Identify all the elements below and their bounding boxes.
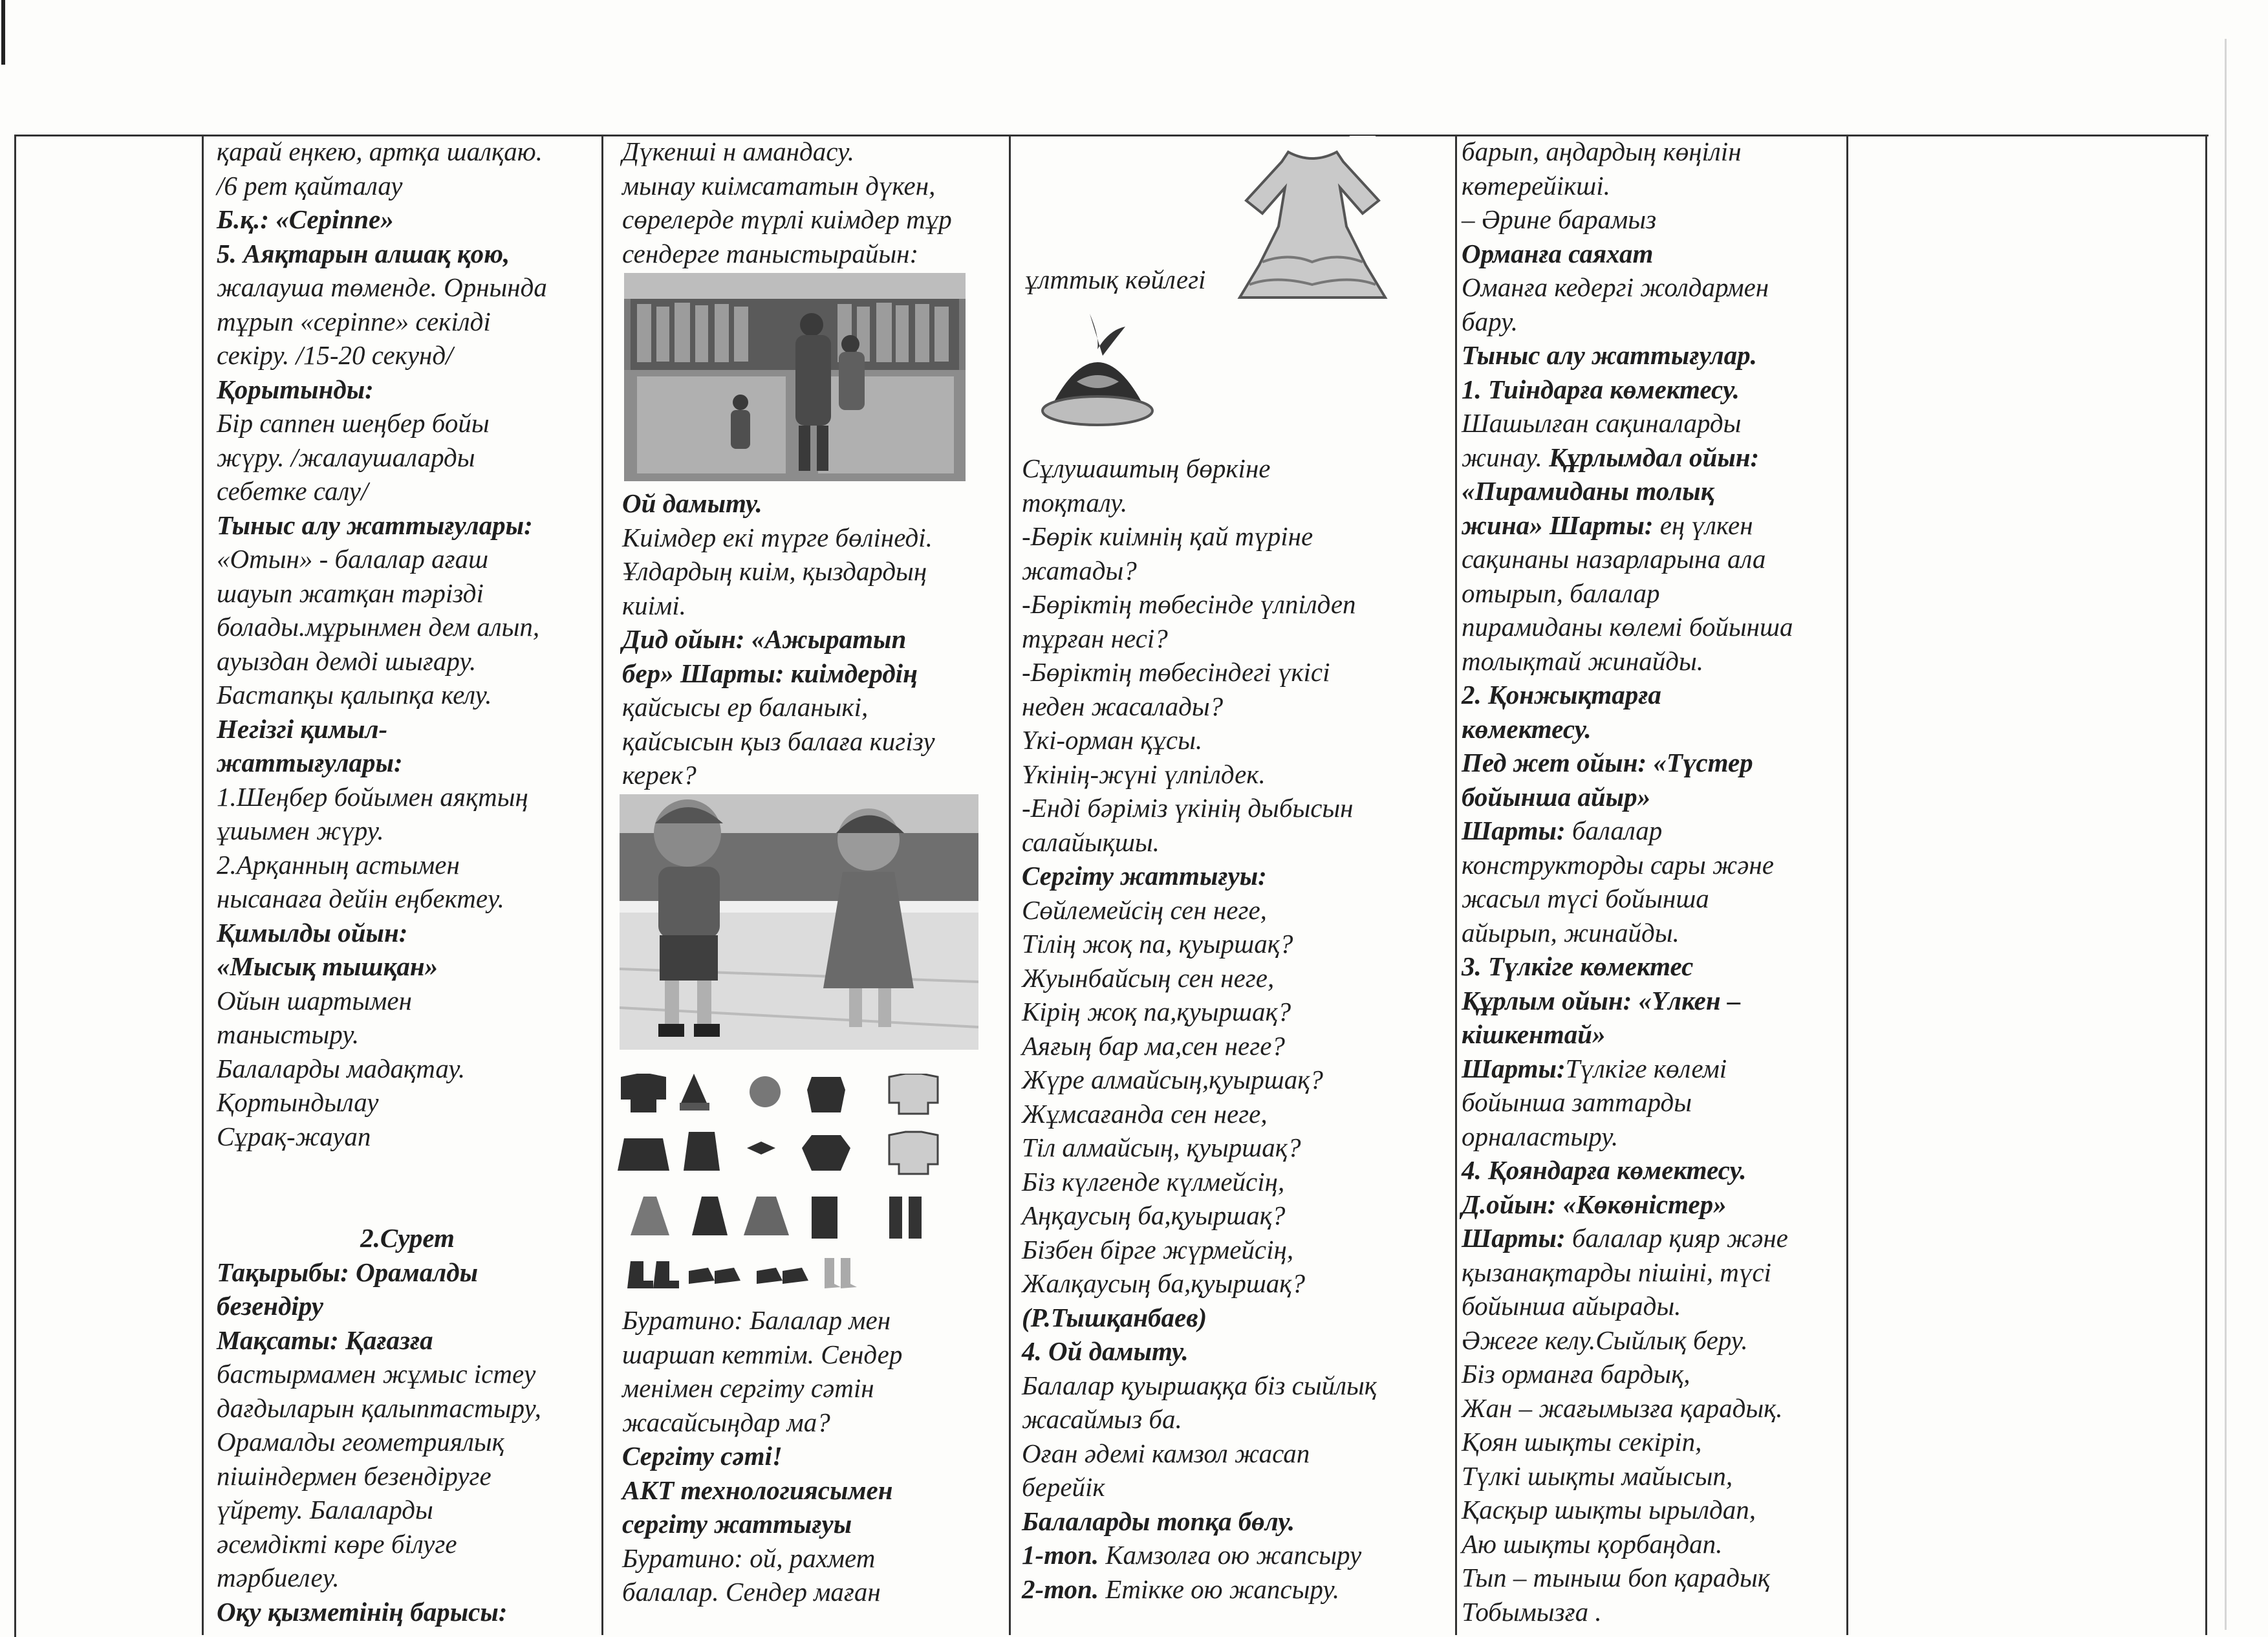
- text-line: Сұрақ-жауап: [217, 1121, 371, 1151]
- text-line: Аю шықты қорбаңдап.: [1462, 1528, 1723, 1559]
- text-line: Ұлдардың киім, қыздардың: [622, 556, 927, 586]
- text-line: Оған әдемі камзол жасап: [1022, 1438, 1310, 1468]
- text-line: Шарты: балалар қияр және: [1462, 1223, 1788, 1253]
- column-divider-1: [202, 135, 204, 1635]
- national-dress-caption: ұлттық көйлегі: [1025, 265, 1206, 294]
- column-thinking-game: [622, 486, 1004, 792]
- text-line: әсемдікті көре білуге: [217, 1528, 457, 1559]
- text-line: қайсысы ер баланыкі,: [622, 692, 869, 722]
- text-line: Тіл алмайсың, қуыршақ?: [1022, 1133, 1301, 1162]
- scan-edge: [2225, 39, 2227, 1630]
- text-line: ауыздан демді шығару.: [217, 645, 477, 676]
- text-line: -Бөрік киімнің қай түріне: [1022, 521, 1313, 551]
- text-line: көтерейікші.: [1462, 170, 1610, 201]
- text-line: Тып – тыныш боп қарадық: [1462, 1563, 1770, 1592]
- text-line: Шарты:Түлкіге көлемі: [1462, 1053, 1727, 1083]
- text-line: Аяғың бар ма,сен неге?: [1022, 1030, 1285, 1061]
- text-line: /6 рет қайталау: [217, 170, 403, 201]
- text-line: бойынша айырады.: [1462, 1291, 1681, 1321]
- text-line: Аңқаусың ба,қуыршақ?: [1022, 1200, 1286, 1230]
- text-line: Д.ойын: «Көкөністер»: [1462, 1189, 1727, 1219]
- text-line: «Мысық тышқан»: [217, 951, 438, 981]
- text-line: Жалқаусың ба,қуыршақ?: [1022, 1268, 1305, 1298]
- text-line: кішкентай»: [1462, 1019, 1606, 1049]
- text-line: нысанаға дейін еңбектеу.: [217, 884, 504, 913]
- text-line: киімі.: [622, 590, 686, 620]
- text-line: толықтай жинайды.: [1462, 645, 1704, 676]
- text-line: -Енді бәріміз үкінің дыбысын: [1022, 793, 1354, 823]
- text-line: Балалар қуыршаққа біз сыйлық: [1022, 1370, 1377, 1400]
- text-line: Сергіту жаттығуы:: [1022, 861, 1267, 891]
- text-line: Дид ойын: «Ажыратып: [622, 624, 907, 654]
- text-line: қайсысын қыз балаға кигізу: [622, 726, 935, 756]
- text-line: жасаймыз ба.: [1022, 1404, 1182, 1434]
- text-line: 2-топ. Етікке ою жапсыру.: [1022, 1574, 1340, 1604]
- text-line: тұрған несі?: [1022, 623, 1168, 653]
- text-line: Үкінің-жүні үлпілдек.: [1022, 759, 1266, 789]
- text-line: Тыныс алу жаттығулар.: [1462, 340, 1757, 370]
- text-line: тәрбиелеу.: [217, 1563, 340, 1592]
- text-line: Құрлым ойын: «Үлкен –: [1462, 985, 1741, 1015]
- text-line: Қорытынды:: [217, 374, 374, 404]
- text-line: 3. Түлкіге көмектес: [1462, 951, 1694, 981]
- text-line: Қимылды ойын:: [217, 917, 408, 948]
- text-line: бойынша заттарды: [1462, 1087, 1692, 1117]
- text-line: жинау. Құрлымдал ойын:: [1462, 442, 1760, 472]
- text-line: жина» Шарты: ең үлкен: [1462, 510, 1753, 540]
- text-line: бойынша айыр»: [1462, 781, 1651, 812]
- text-line: болады.мұрынмен дем алып,: [217, 612, 540, 642]
- text-line: таныстыру.: [217, 1019, 360, 1049]
- column-buratino-break: [622, 1303, 1004, 1609]
- text-line: Бастапқы қалыпқа келу.: [217, 680, 492, 710]
- text-line: Біз күлгенде күлмейсің,: [1022, 1166, 1285, 1197]
- text-line: [217, 1187, 598, 1222]
- text-line: Ой дамыту.: [622, 488, 762, 518]
- text-line: Тілің жоқ па, қуыршақ?: [1022, 929, 1293, 959]
- text-line: Орманға саяхат: [1462, 238, 1654, 268]
- text-line: 5. Аяқтарын алшақ қою,: [217, 238, 510, 268]
- text-line: Жүре алмайсың,қуыршақ?: [1022, 1065, 1323, 1094]
- text-line: сендерге таныстырайын:: [622, 238, 919, 268]
- text-line: АКТ технологиясымен: [622, 1475, 893, 1505]
- text-line: секіру. /15-20 секунд/: [217, 340, 453, 370]
- text-line: Тақырыбы: Орамалды: [217, 1257, 479, 1287]
- text-line: безендіру: [217, 1291, 323, 1321]
- column-borik-and-exercise: [1022, 451, 1452, 1606]
- text-line: неден жасалады?: [1022, 691, 1224, 721]
- text-line: Сергіту сәті!: [622, 1441, 783, 1471]
- text-line: Қортындылау: [217, 1087, 379, 1117]
- text-line: Түлкі шықты майысып,: [1462, 1460, 1733, 1491]
- text-line: шауып жатқан тәрізді: [217, 578, 484, 608]
- text-line: 1. Тиіндарға көмектесу.: [1462, 374, 1740, 404]
- text-line: тоқталу.: [1022, 487, 1128, 517]
- text-line: Б.қ.: «Серіппе»: [217, 204, 394, 234]
- text-line: Киімдер екі түрге бөлінеді.: [622, 522, 933, 552]
- text-line: Мақсаты: Қағазға: [217, 1325, 433, 1355]
- text-line: бару.: [1462, 306, 1518, 336]
- text-line: Әжеге келу.Сыйлық беру.: [1462, 1325, 1748, 1355]
- text-line: қарай еңкею, артқа шалқаю.: [217, 136, 543, 166]
- national-dress-picture: [1237, 136, 1388, 301]
- text-line: Буратино: Балалар мен: [622, 1305, 891, 1335]
- text-line: «Пирамиданы толық: [1462, 476, 1714, 506]
- text-line: Тыныс алу жаттығулары:: [217, 510, 533, 540]
- text-line: менімен сергіту сәтін: [622, 1373, 874, 1403]
- text-line: жасыл түсі бойынша: [1462, 884, 1709, 913]
- text-line: (Р.Тышқанбаев): [1022, 1302, 1207, 1332]
- text-line: 4. Қояндарға көмектесу.: [1462, 1155, 1747, 1185]
- text-line: 1.Шеңбер бойымен аяқтың: [217, 781, 528, 812]
- boy-and-girl-picture: [620, 794, 978, 1050]
- text-line: орналастыру.: [1462, 1121, 1619, 1151]
- text-line: отырып, балалар: [1462, 578, 1660, 608]
- text-line: 2.Сурет: [360, 1223, 455, 1253]
- text-line: [217, 1153, 598, 1187]
- text-line: сергіту жаттығуы: [622, 1509, 852, 1539]
- text-line: балалар. Сендер маған: [622, 1577, 881, 1607]
- text-line: Біз орманға бардық,: [1462, 1359, 1690, 1389]
- text-line: Сұлушаштың бөркіне: [1022, 453, 1271, 483]
- text-line: қызанақтарды пішіні, түсі: [1462, 1257, 1771, 1287]
- text-line: ұшымен жүру.: [217, 816, 384, 845]
- text-line: Оқу қызметінің барысы:: [217, 1596, 508, 1627]
- text-line: жасайсыңдар ма?: [622, 1407, 830, 1437]
- text-line: жалауша төменде. Орнында: [217, 272, 547, 302]
- text-line: мынау киімсататын дүкен,: [622, 170, 936, 201]
- text-line: Қоян шықты секіріп,: [1462, 1427, 1702, 1457]
- text-line: Бізбен бірге жүрмейсің,: [1022, 1234, 1294, 1264]
- text-line: тұрып «серіппе» секілді: [217, 306, 491, 336]
- text-line: Ойын шартымен: [217, 985, 412, 1015]
- text-line: Негізгі қимыл-: [217, 713, 388, 744]
- text-line: Буратино: ой, рахмет: [622, 1543, 876, 1573]
- text-line: Үкі-орман құсы.: [1022, 725, 1203, 755]
- text-line: берейік: [1022, 1472, 1105, 1502]
- text-line: жүру. /жалаушаларды: [217, 442, 475, 472]
- text-line: дағдыларын қалыптастыру,: [217, 1393, 541, 1423]
- text-line: пішіндермен безендіруге: [217, 1460, 491, 1491]
- text-line: пирамиданы көлемі бойынша: [1462, 612, 1793, 642]
- clothing-shop-photo: [624, 273, 966, 481]
- text-line: 2. Қонжықтарға: [1462, 680, 1661, 710]
- text-line: – Әрине барамыз: [1462, 204, 1657, 234]
- text-line: конструкторды сары және: [1462, 849, 1774, 880]
- text-line: Тобымызға .: [1462, 1596, 1602, 1627]
- text-line: Шашылған сақиналарды: [1462, 408, 1742, 438]
- text-line: Пед жет ойын: «Түстер: [1462, 748, 1753, 777]
- text-line: Дүкенші н амандасу.: [622, 136, 854, 166]
- text-line: Шарты: балалар: [1462, 816, 1663, 845]
- text-line: себетке салу/: [217, 476, 369, 506]
- text-line: 1-топ. Камзолға ою жапсыру: [1022, 1540, 1362, 1570]
- text-line: Қасқыр шықты ырылдап,: [1462, 1495, 1756, 1524]
- text-line: сөрелерде түрлі киімдер тұр: [622, 204, 952, 234]
- text-line: Жуынбайсың сен неге,: [1022, 962, 1275, 993]
- text-line: айырып, жинайды.: [1462, 917, 1679, 948]
- column-divider-3: [1009, 135, 1011, 1635]
- text-line: Балаларды топқа бөлу.: [1022, 1506, 1295, 1536]
- text-line: Жұмсағанда сен неге,: [1022, 1098, 1268, 1129]
- column-physical-and-drawing: [217, 135, 598, 1629]
- text-line: Кірің жоқ па,қуыршақ?: [1022, 997, 1291, 1026]
- text-line: жаттығулары:: [217, 748, 403, 777]
- text-line: керек?: [622, 760, 697, 790]
- text-line: бастырмамен жұмыс істеу: [217, 1359, 536, 1389]
- text-line: Жан – жағымызға қарадық.: [1462, 1393, 1783, 1423]
- text-line: бер» Шарты: киімдердің: [622, 658, 918, 688]
- clothing-icons-grid: [618, 1074, 964, 1290]
- text-line: Балаларды мадақтау.: [217, 1053, 466, 1083]
- column-divider-6: [2205, 135, 2207, 1635]
- borik-hat-picture: [1038, 310, 1158, 427]
- text-line: көмектесу.: [1462, 713, 1592, 744]
- column-forest-trip: [1462, 135, 1843, 1629]
- text-line: -Бөріктің төбесіндегі үкісі: [1022, 657, 1330, 687]
- column-divider-4: [1455, 135, 1457, 1635]
- text-line: барып, аңдардың көңілін: [1462, 136, 1742, 166]
- scan-mark: [1, 0, 5, 65]
- text-line: -Бөріктің төбесінде үлпілдеп: [1022, 589, 1356, 619]
- text-line: Оманға кедергі жолдармен: [1462, 272, 1769, 302]
- column-divider-5: [1846, 135, 1848, 1635]
- text-line: Бір саппен шеңбер бойы: [217, 408, 490, 438]
- text-line: 4. Ой дамыту.: [1022, 1336, 1189, 1366]
- column-divider-2: [601, 135, 603, 1635]
- text-line: 2.Арқанның астымен: [217, 849, 460, 880]
- text-line: үйрету. Балаларды: [217, 1495, 433, 1524]
- text-line: жатады?: [1022, 555, 1137, 585]
- text-line: Орамалды геометриялық: [217, 1427, 504, 1457]
- column-shop-intro: [622, 135, 1004, 270]
- text-line: сақинаны назарларына ала: [1462, 544, 1766, 574]
- text-line: Сөйлемейсің сен неге,: [1022, 894, 1267, 925]
- text-line: «Отын» - балалар ағаш: [217, 544, 489, 574]
- text-line: салайықшы.: [1022, 827, 1160, 857]
- text-line: шаршап кеттім. Сендер: [622, 1339, 903, 1369]
